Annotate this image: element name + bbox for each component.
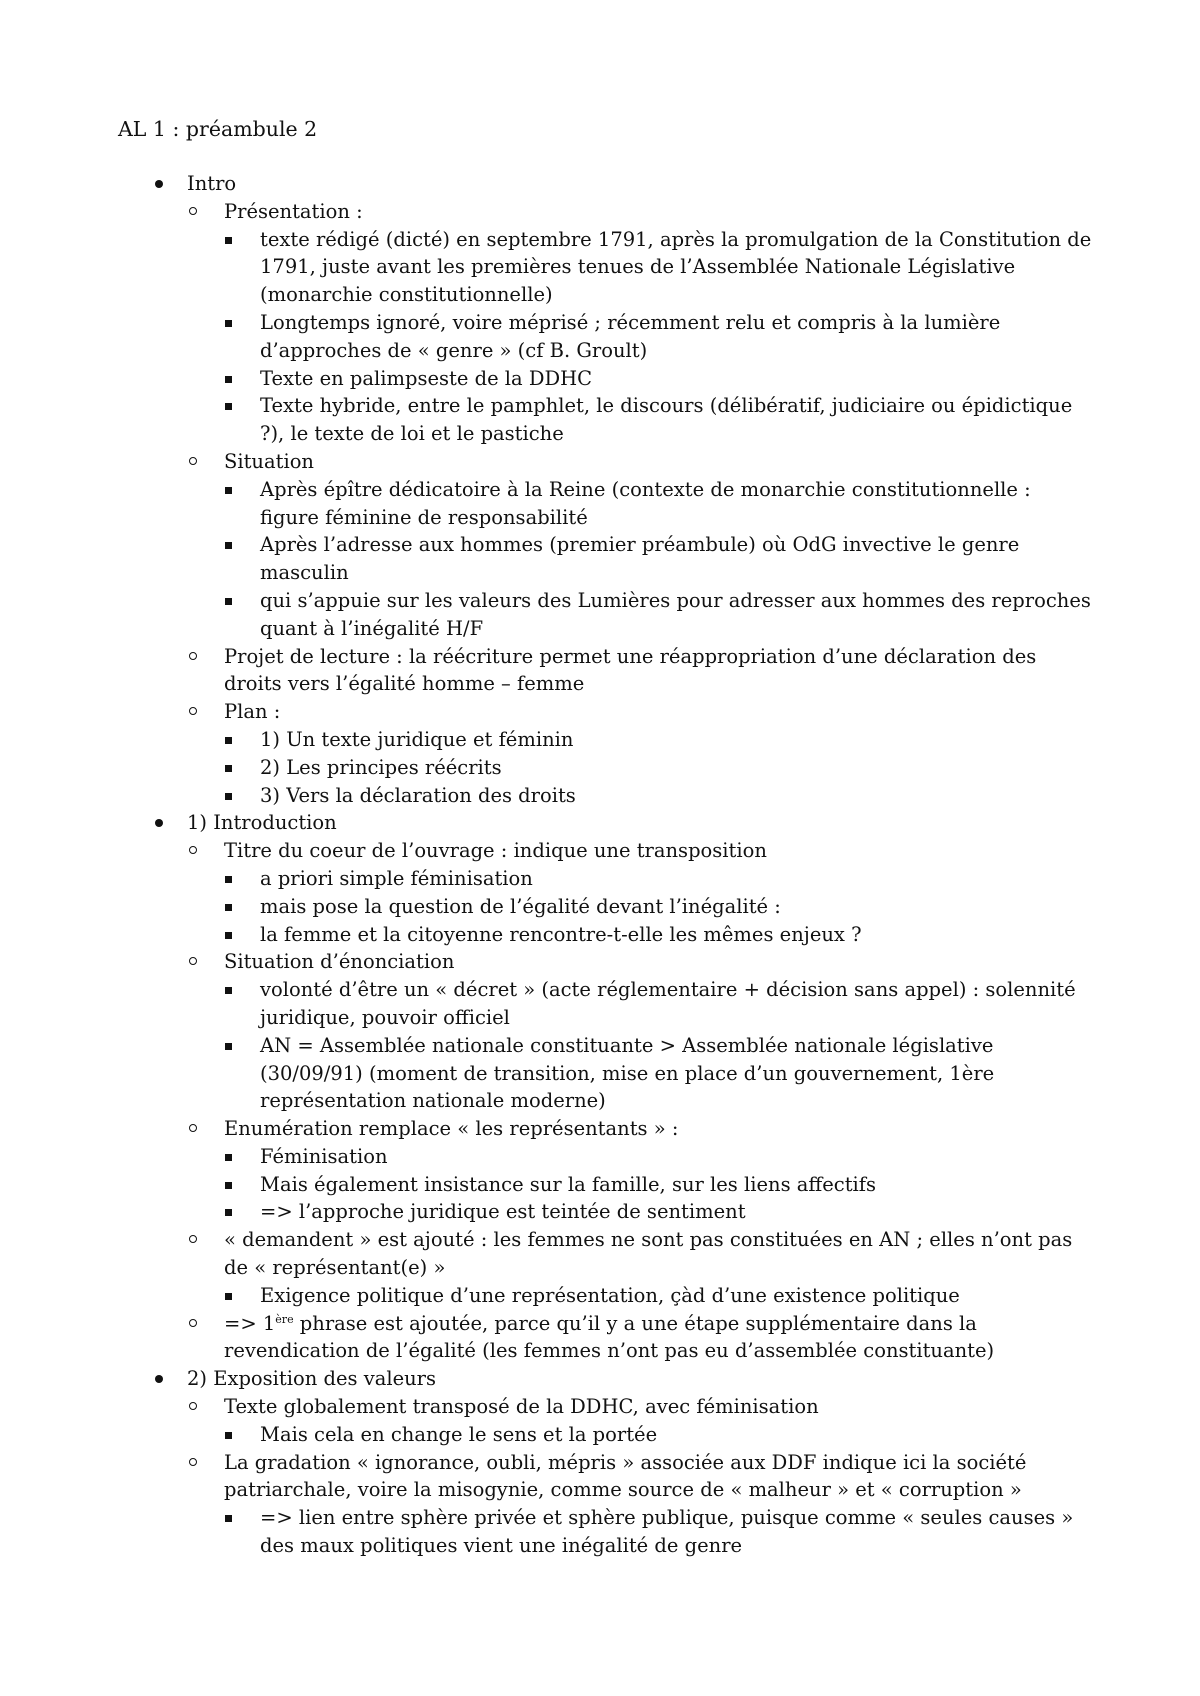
outline-list [155, 170, 1095, 1560]
bullet-square-icon [225, 1154, 232, 1161]
list-item [224, 921, 1095, 949]
bullet-circle-icon [189, 652, 197, 660]
list-item [187, 837, 1095, 948]
item-label [224, 1312, 994, 1363]
list-item [224, 726, 1095, 754]
bullet-square-icon [225, 237, 232, 244]
item-text: qui s’appuie sur les valeurs des Lumières pour adresser aux hommes des reproches quant à l’inégalité H/F [260, 588, 1091, 640]
bullet-circle-icon [189, 1124, 197, 1132]
bullet-square-icon [225, 737, 232, 744]
bullet-square-icon [225, 987, 232, 994]
bullet-disc-icon [155, 1375, 163, 1383]
list-item [187, 698, 1095, 809]
bullet-square-icon [225, 1043, 232, 1050]
list-item [224, 365, 1095, 393]
detail-list [224, 226, 1095, 448]
list-item [224, 587, 1095, 643]
bullet-square-icon [225, 904, 232, 911]
section-label: Intro [187, 172, 237, 195]
bullet-circle-icon [189, 1319, 197, 1327]
item-label: Texte globalement transposé de la DDHC, avec féminisation [224, 1395, 819, 1419]
bullet-square-icon [225, 1209, 232, 1216]
subsection-list [187, 1393, 1095, 1560]
bullet-circle-icon [189, 457, 197, 465]
list-item [187, 1115, 1095, 1226]
bullet-circle-icon [189, 1402, 197, 1410]
detail-list [224, 476, 1095, 643]
bullet-square-icon [225, 1182, 232, 1189]
item-label: Situation d’énonciation [224, 950, 455, 974]
item-text: Après épître dédicatoire à la Reine (contexte de monarchie constitutionnelle : figure féminine de responsabilité [260, 477, 1031, 529]
bullet-square-icon [225, 1432, 232, 1439]
list-item [224, 1504, 1095, 1560]
detail-list [224, 1504, 1095, 1560]
item-label-end: phrase est ajoutée, parce qu’il y a une étape supplémentaire dans la revendication de l’égalité (les femmes n’ont pas eu d’assemblée constituante) [224, 1311, 995, 1363]
list-item [187, 1226, 1095, 1309]
list-item [187, 1310, 1095, 1366]
item-text: Mais cela en change le sens et la portée [260, 1422, 658, 1446]
item-text: Texte hybride, entre le pamphlet, le discours (délibératif, judiciaire ou épidictique ?), le texte de loi et le pastiche [260, 394, 1073, 446]
list-item [224, 782, 1095, 810]
bullet-square-icon [225, 487, 232, 494]
item-label: Plan : [224, 700, 281, 724]
bullet-circle-icon [189, 957, 197, 965]
list-item [224, 976, 1095, 1032]
item-text: Exigence politique d’une représentation, çàd d’une existence politique [260, 1283, 960, 1307]
bullet-square-icon [225, 542, 232, 549]
detail-list [224, 1421, 1095, 1449]
detail-list [224, 1143, 1095, 1226]
list-item [224, 309, 1095, 365]
list-item [224, 1171, 1095, 1199]
bullet-square-icon [225, 932, 232, 939]
detail-list [224, 1282, 1095, 1310]
bullet-square-icon [225, 765, 232, 772]
item-text: la femme et la citoyenne rencontre-t-elle les mêmes enjeux ? [260, 922, 862, 946]
bullet-square-icon [225, 876, 232, 883]
list-item [224, 1282, 1095, 1310]
list-item [187, 1449, 1095, 1560]
item-text: volonté d’être un « décret » (acte réglementaire + décision sans appel) : solennité juridique, pouvoir officiel [260, 978, 1076, 1029]
item-text: => l’approche juridique est teintée de sentiment [260, 1200, 746, 1224]
superscript: ère [275, 1312, 294, 1326]
item-text: Mais également insistance sur la famille, sur les liens affectifs [260, 1172, 877, 1196]
bullet-circle-icon [189, 1235, 197, 1243]
list-item [187, 448, 1095, 643]
bullet-square-icon [225, 793, 232, 800]
bullet-circle-icon [189, 207, 197, 215]
item-text: Après l’adresse aux hommes (premier préambule) où OdG invective le genre masculin [260, 533, 1020, 585]
item-text: a priori simple féminisation [260, 866, 533, 890]
item-label: Projet de lecture : la réécriture permet une réappropriation d’une déclaration des droits vers l’égalité homme – femme [224, 644, 1037, 696]
bullet-circle-icon [189, 707, 197, 715]
list-item [224, 1421, 1095, 1449]
item-text: 2) Les principes réécrits [260, 755, 502, 779]
list-item [187, 643, 1095, 699]
item-label: « demandent » est ajouté : les femmes ne sont pas constituées en AN ; elles n’ont pas de « représentant(e) » [224, 1228, 1073, 1280]
bullet-square-icon [225, 1515, 232, 1522]
item-text: 1) Un texte juridique et féminin [260, 727, 574, 751]
item-text: => lien entre sphère privée et sphère publique, puisque comme « seules causes » des maux politiques vient une inégalité de genre [260, 1506, 1074, 1558]
bullet-square-icon [225, 403, 232, 410]
item-text: 3) Vers la déclaration des droits [260, 783, 576, 807]
list-item [224, 1143, 1095, 1171]
bullet-circle-icon [189, 846, 197, 854]
item-text: texte rédigé (dicté) en septembre 1791, après la promulgation de la Constitution de 1791, juste avant les premières tenues de l’Assemblée Nationale Législative (monarchie constitutionnelle) [260, 227, 1092, 307]
list-item [187, 948, 1095, 1115]
item-text: Longtemps ignoré, voire méprisé ; récemment relu et compris à la lumière d’approches de « genre » (cf B. Groult) [260, 310, 1001, 362]
item-label: Enumération remplace « les représentants » : [224, 1117, 679, 1141]
section-introduction [155, 809, 1095, 1365]
list-item [224, 754, 1095, 782]
item-label: Présentation : [224, 199, 363, 223]
list-item [224, 531, 1095, 587]
bullet-disc-icon [155, 819, 163, 827]
list-item [187, 1393, 1095, 1449]
item-label: La gradation « ignorance, oubli, mépris » associée aux DDF indique ici la société patriarchale, voire la misogynie, comme source de « malheur » et « corruption » [224, 1450, 1027, 1502]
bullet-circle-icon [189, 1458, 197, 1466]
document-title: AL 1 : préambule 2 [118, 117, 318, 141]
subsection-list [187, 837, 1095, 1365]
item-text: mais pose la question de l’égalité devant l’inégalité : [260, 894, 781, 918]
list-item [224, 865, 1095, 893]
bullet-square-icon [225, 320, 232, 327]
list-item [187, 198, 1095, 448]
list-item [224, 1198, 1095, 1226]
section-label: 1) Introduction [187, 811, 337, 835]
detail-list [224, 976, 1095, 1115]
list-item [224, 893, 1095, 921]
detail-list [224, 726, 1095, 809]
section-label: 2) Exposition des valeurs [187, 1367, 437, 1391]
bullet-square-icon [225, 1293, 232, 1300]
detail-list [224, 865, 1095, 948]
item-text: Texte en palimpseste de la DDHC [260, 366, 593, 390]
item-label: Situation [224, 449, 314, 473]
item-label: Titre du coeur de l’ouvrage : indique une transposition [224, 839, 767, 863]
bullet-square-icon [225, 376, 232, 383]
list-item [224, 476, 1095, 532]
item-text: AN = Assemblée nationale constituante > Assemblée nationale législative (30/09/91) (moment de transition, mise en place d’un gouvernement, 1ère représentation nationale moderne) [260, 1033, 995, 1113]
section-intro [155, 170, 1095, 809]
list-item [224, 1032, 1095, 1115]
section-exposition-des-valeurs [155, 1365, 1095, 1560]
subsection-list [187, 198, 1095, 810]
list-item [224, 392, 1095, 448]
item-text: Féminisation [260, 1144, 388, 1168]
bullet-disc-icon [155, 180, 163, 188]
bullet-square-icon [225, 598, 232, 605]
item-label-start: => 1 [224, 1311, 276, 1335]
list-item [224, 226, 1095, 309]
